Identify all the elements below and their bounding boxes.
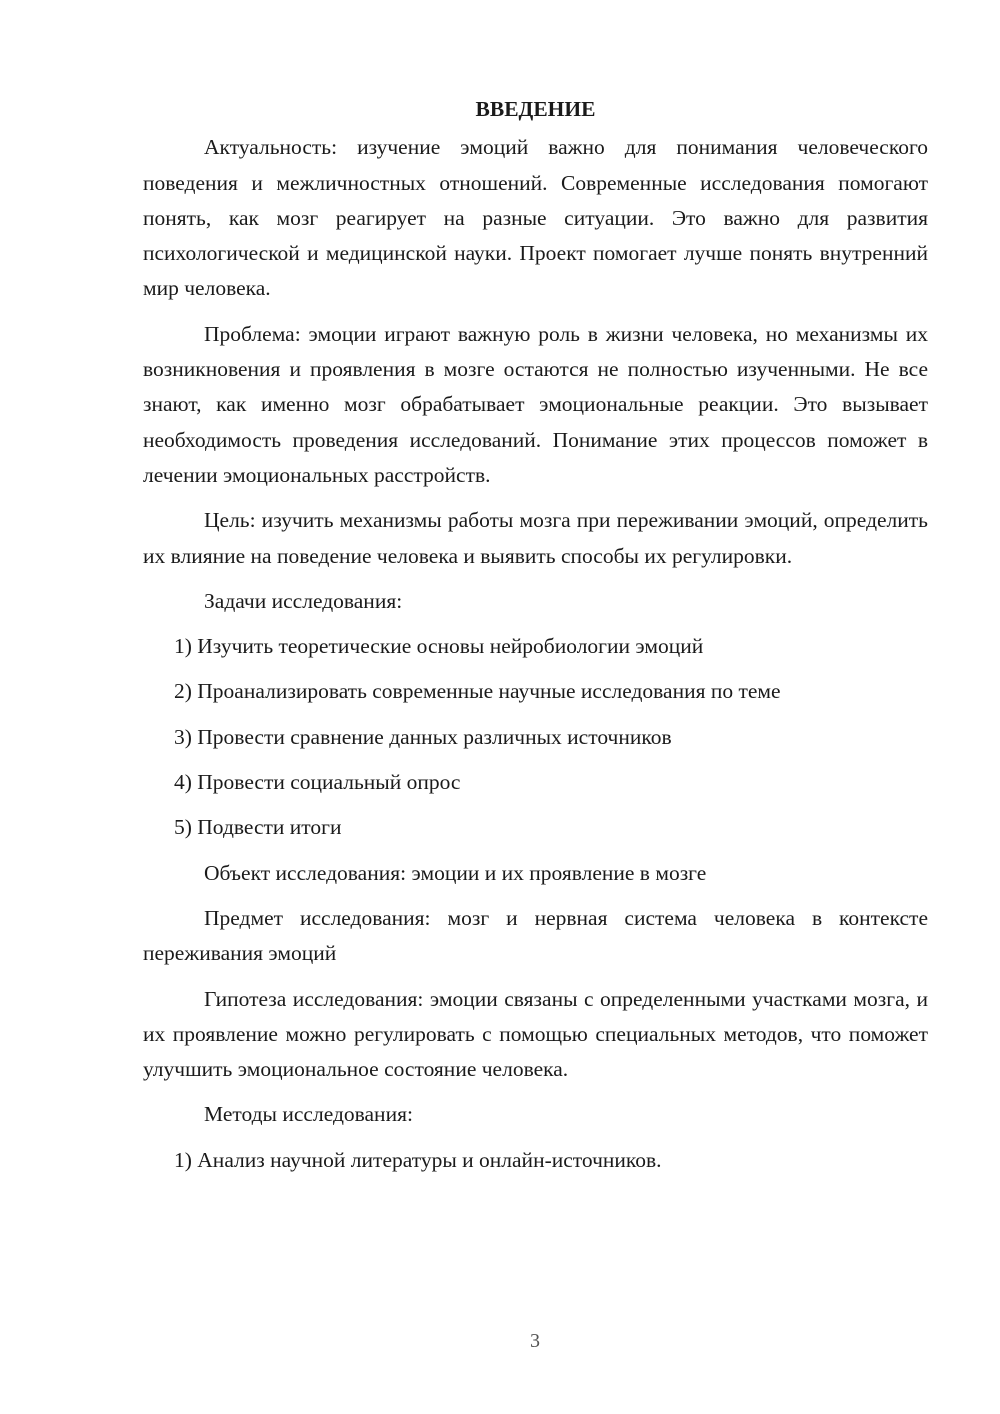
relevance-paragraph: Актуальность: изучение эмоций важно для понимания человеческого поведения и межличностных отношений. Современные исследования помогают понять, как мозг реагирует на разные ситуации. Это важно для развития психологической и медицинской науки. Проект помогает лучше понять внутренний мир человека. — [143, 135, 928, 301]
task-item: 4) Провести социальный опрос — [174, 770, 461, 795]
page-content — [143, 92, 928, 1188]
section-heading: ВВЕДЕНИЕ — [475, 97, 596, 121]
goal-paragraph: Цель: изучить механизмы работы мозга при переживании эмоций, определить их влияние на поведение человека и выявить способы их регулировки. — [143, 508, 928, 568]
tasks-list — [143, 629, 928, 845]
task-item: 2) Проанализировать современные научные исследования по теме — [174, 679, 781, 704]
task-item: 1) Изучить теоретические основы нейробиологии эмоций — [174, 634, 704, 659]
problem-paragraph: Проблема: эмоции играют важную роль в жизни человека, но механизмы их возникновения и проявления в мозге остаются не полностью изученными. Не все знают, как именно мозг обрабатывает эмоциональные реакции. Это вызывает необходимость проведения исследований. Понимание этих процессов поможет в лечении эмоциональных расстройств. — [143, 321, 928, 487]
page-number: 3 — [530, 1330, 540, 1352]
task-item: 5) Подвести итоги — [174, 815, 342, 840]
task-item: 3) Провести сравнение данных различных источников — [174, 724, 672, 749]
method-item: 1) Анализ научной литературы и онлайн-источников. — [174, 1147, 662, 1172]
object-paragraph: Объект исследования: эмоции и их проявление в мозге — [204, 860, 707, 885]
methods-list — [143, 1143, 928, 1178]
methods-label: Методы исследования: — [204, 1102, 413, 1127]
subject-paragraph: Предмет исследования: мозг и нервная система человека в контексте переживания эмоций — [143, 905, 928, 966]
tasks-label: Задачи исследования: — [204, 588, 403, 613]
hypothesis-paragraph: Гипотеза исследования: эмоции связаны с определенными участками мозга, и их проявление можно регулировать с помощью специальных методов, что поможет улучшить эмоциональное состояние человека. — [143, 986, 928, 1082]
